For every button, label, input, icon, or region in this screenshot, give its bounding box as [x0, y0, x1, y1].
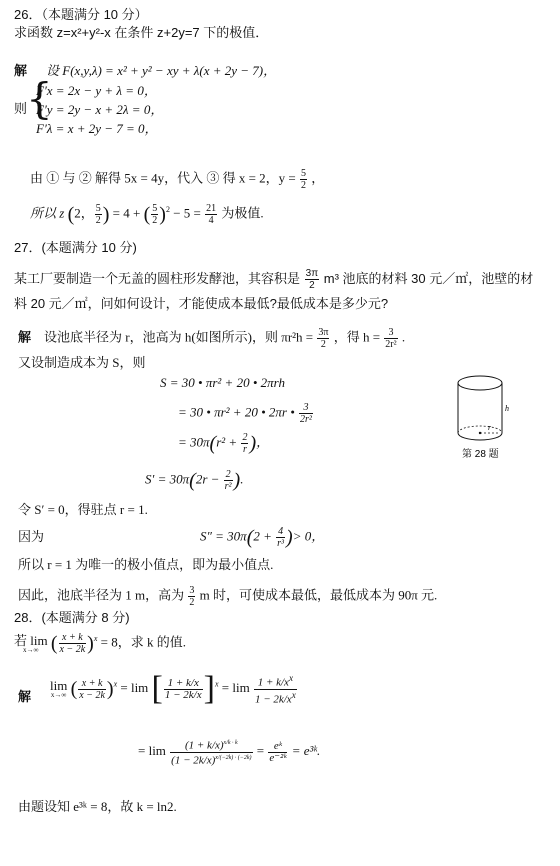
q26-eq3: F′λ = x + 2y − 7 = 0， [36, 121, 158, 136]
q26-then-label: 则 [14, 101, 28, 116]
q26-eq2: F′y = 2y − x + 2λ = 0， [36, 102, 164, 117]
q27-header: 27．(本题满分 10 分) [14, 240, 137, 255]
q28-solution-label: 解 [18, 689, 32, 704]
q26-conclusion: 所以 z (2， $\frac{5}{2}$ ) = 4 + ( $\frac{5}{2}$ )$^2$ − 5 = $\frac{21}{4}$ 为极值. [30, 203, 264, 226]
q26-solution-label: 解 [14, 63, 28, 78]
q27-derivative: S′ = 30π(2r − $\frac{2}{\text{r²}}$ ). [145, 469, 244, 492]
q26-derive: 由 ① 与 ② 解得 5x = 4y，代入 ③ 得 x = 2，y = $\frac{5}{2}$ ， [30, 168, 325, 191]
q27-prompt-line1: 某工厂要制造一个无盖的圆柱形发酵池，其容积是 $\frac{3\pi}{2}$ m³ 池底的材料 30 元／㎡，池壁的材 [14, 268, 534, 291]
q27-cost-intro: 又设制造成本为 S，则 [18, 355, 146, 370]
q27-min-point: 所以 r = 1 为唯一的极小值点，即为最小值点. [18, 557, 274, 572]
cylinder-figure [452, 371, 522, 461]
q26-prompt: 求函数 z=x²+y²-x 在条件 z+2y=7 下的极值． [14, 25, 269, 40]
q26-header: 26．（本题满分 10 分） [14, 7, 148, 22]
q27-cost-eq2: = 30 • πr² + 20 • 2πr • $\frac{3}{\text{2r²}}$ [178, 402, 312, 425]
q27-prompt-line2: 料 20 元／㎡，问如何设计，才能使成本最低?最低成本是多少元? [14, 296, 389, 311]
q28-conclusion: 由题设知 e³ᵏ = 8，故 k = ln2. [18, 799, 177, 814]
q27-final: 因此，池底半径为 1 m，高为 $\frac{3}{2}$ m 时，可使成本最低，最低成本为 90π 元. [18, 585, 438, 608]
q27-because-label: 因为 [18, 529, 45, 544]
q26-system-brace: { [26, 74, 53, 123]
q28-header: 28．(本题满分 8 分) [14, 610, 130, 625]
figure-r-label: r [488, 423, 492, 432]
q27-setup: 解 设池底半径为 r，池高为 h(如图所示)，则 πr²h = $\frac{3\pi}{2}$ ，得 h = $\frac{3}{\text{2r²}}$ . [18, 327, 406, 350]
q28-limit-line2: = lim $\frac{(1 + k/x)^{x/k \cdot k}}{(1 - 2k/x)^{x/(-2k) \cdot (-2k)}}$ = $\frac{\text{eᵏ}}{\text{e⁻²ᵏ}}$ = e³ᵏ. [138, 739, 321, 767]
q27-second-derivative: S″ = 30π(2 + $\frac{4}{\text{r³}}$ )> 0， [200, 526, 325, 549]
q28-prompt: 若 lim x→∞ ( $\frac{x + k}{x - 2k}$ )$^x$ = 8，求 k 的值. [14, 632, 186, 655]
q28-limit-line1: lim x→∞ ( $\frac{x + k}{x - 2k}$ )$^x$ = lim [ $\frac{1 + k/x}{1 - 2k/x}$ ]$^x$ = lim $\frac{1 + k/x^x}{1 - 2k/x^x}$ [50, 670, 296, 707]
q27-critical-point: 令 S′ = 0，得驻点 r = 1. [18, 502, 148, 517]
q26-eq1: F′x = 2x − y + λ = 0， [36, 83, 157, 98]
q27-cost-eq1: S = 30 • πr² + 20 • 2πrh [160, 375, 285, 390]
figure-caption: 第 28 题 [462, 449, 499, 460]
figure-h-label: h [505, 404, 509, 413]
q27-cost-eq3: = 30π(r² + $\frac{2}{r}$ )， [178, 432, 270, 455]
q26-setup: 设 F(x,y,λ) = x² + y² − xy + λ(x + 2y − 7)， [46, 63, 277, 78]
